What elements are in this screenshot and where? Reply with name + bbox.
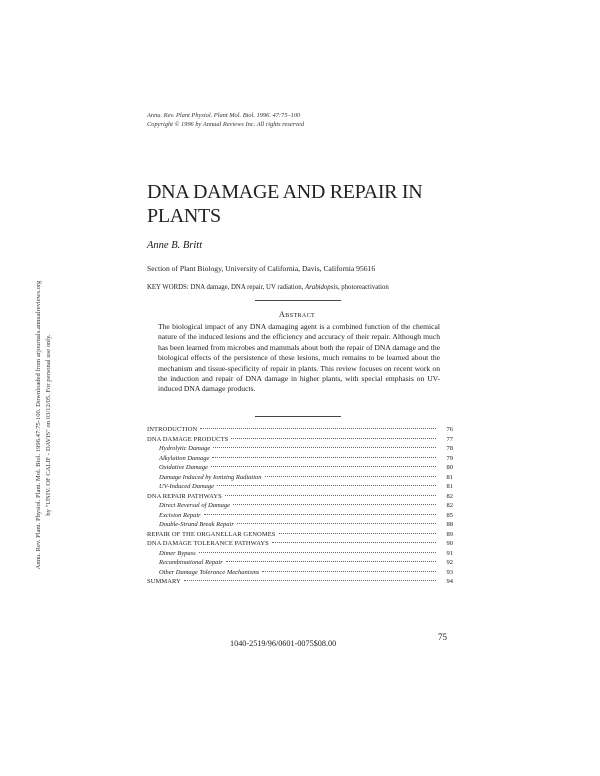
toc-entry [147, 482, 453, 492]
toc-leader-dots [225, 495, 436, 496]
toc-entry [147, 568, 453, 578]
toc-leader-dots [237, 523, 436, 524]
toc-leader-dots [272, 542, 436, 543]
keywords-text: DNA damage, DNA repair, UV radiation, [190, 284, 304, 291]
download-notice [34, 195, 53, 655]
toc-entry-label: SUMMARY [147, 578, 181, 585]
toc-entry-label: UV-Induced Damage [159, 483, 215, 490]
toc-entry-label: Dimer Bypass [159, 549, 196, 557]
toc-leader-dots [200, 428, 436, 429]
toc-entry [147, 539, 453, 549]
toc-entry-label: DNA DAMAGE PRODUCTS [147, 435, 229, 443]
toc-leader-dots [279, 533, 436, 534]
toc-leader-dots [199, 552, 436, 553]
toc-leader-dots [211, 466, 436, 467]
toc-entry [147, 444, 453, 454]
toc-entry-page: 78 [446, 445, 453, 452]
toc-entry-label: Excision Repair [159, 511, 201, 519]
keywords [147, 284, 389, 291]
toc-entry-page: 82 [446, 492, 453, 500]
toc-entry-page: 76 [446, 426, 453, 433]
toc-entry-page: 82 [446, 502, 453, 509]
toc-leader-dots [213, 447, 436, 448]
toc-entry-page: 81 [446, 483, 453, 490]
toc-entry-label: Double-Strand Break Repair [159, 521, 234, 528]
toc-entry [147, 425, 453, 435]
toc-entry [147, 511, 453, 521]
toc-entry [147, 473, 453, 483]
author-name: Anne B. Britt [147, 240, 203, 251]
toc-entry-page: 77 [446, 435, 453, 443]
toc-entry-label: Alkylation Damage [159, 454, 210, 462]
toc-leader-dots [184, 580, 436, 581]
table-of-contents [147, 425, 453, 587]
keywords-label: KEY WORDS: [147, 284, 189, 291]
toc-entry [147, 501, 453, 511]
toc-leader-dots [217, 485, 436, 486]
toc-entry-page: 94 [446, 578, 453, 585]
toc-entry-label: Recombinational Repair [159, 559, 223, 566]
download-notice-line1: Annu. Rev. Plant. Physiol. Plant. Mol. Biol. 1996.47:75-100. Downloaded from arjournals.annualreviews.org [35, 280, 42, 570]
toc-entry [147, 492, 453, 502]
toc-entry-label: DNA DAMAGE TOLERANCE PATHWAYS [147, 540, 269, 547]
toc-leader-dots [265, 476, 436, 477]
toc-entry-label: DNA REPAIR PATHWAYS [147, 492, 222, 500]
toc-entry [147, 558, 453, 568]
toc-entry-page: 90 [446, 540, 453, 547]
toc-entry-page: 93 [446, 568, 453, 576]
keywords-italic: Arabidopsis [305, 284, 338, 291]
toc-entry-label: REPAIR OF THE ORGANELLAR GENOMES [147, 530, 276, 538]
journal-citation [147, 111, 304, 129]
toc-entry [147, 530, 453, 540]
toc-entry-page: 91 [446, 549, 453, 557]
toc-entry [147, 454, 453, 464]
toc-entry-label: Hydrolytic Damage [159, 445, 211, 452]
toc-entry-label: Oxidative Damage [159, 464, 208, 471]
toc-entry-label: Damage Induced by Ionizing Radiation [159, 473, 262, 481]
toc-entry-page: 79 [446, 454, 453, 462]
toc-entry-label: INTRODUCTION [147, 426, 198, 433]
toc-entry-page: 89 [446, 530, 453, 538]
toc-entry-page: 88 [446, 521, 453, 528]
toc-entry-page: 92 [446, 559, 453, 566]
copyright-line: Copyright © 1996 by Annual Reviews Inc. All rights reserved [147, 121, 305, 128]
page-number: 75 [438, 632, 447, 642]
abstract-heading: Abstract [278, 310, 316, 319]
author-affiliation: Section of Plant Biology, University of California, Davis, California 95616 [147, 264, 376, 273]
abstract-body: The biological impact of any DNA damaging agent is a combined function of the chemical nature of the induced lesions and the efficiency and accuracy of their repair. Although much has been learned from microbes and mammals about both the repair of DNA damage and the biological effects of the persistence of these lesions, much remains to be learned about the mechanism and tissue-specificity of repair in plants. This review focuses on recent work on the induction and repair of DNA damage in higher plants, with special emphasis on UV-induced DNA damage products. [158, 322, 440, 394]
toc-entry-label: Other Damage Tolerance Mechanisms [159, 568, 260, 576]
toc-leader-dots [212, 457, 436, 458]
issn-price: 1040-2519/96/0601-0075$08.00 [230, 639, 337, 648]
toc-entry-page: 85 [446, 511, 453, 519]
toc-entry [147, 520, 453, 530]
toc-leader-dots [231, 438, 436, 439]
toc-entry-page: 81 [446, 473, 453, 481]
toc-entry-label: Direct Reversal of Damage [159, 502, 231, 509]
toc-entry [147, 549, 453, 559]
journal-citation-line: Annu. Rev. Plant Physiol. Plant Mol. Biol. 1996. 47:75–100 [147, 112, 301, 119]
abstract-top-rule [255, 300, 341, 301]
keywords-text-after: , photoreactivation [337, 284, 389, 291]
download-notice-line2: by "UNIV. OF CALIF - DAVIS" on 03/12/05. For personal use only. [44, 334, 52, 516]
toc-leader-dots [233, 504, 436, 505]
abstract-bottom-rule [255, 416, 341, 417]
article-title: DNA DAMAGE AND REPAIR IN PLANTS [147, 181, 423, 227]
toc-leader-dots [226, 561, 436, 562]
toc-leader-dots [204, 514, 436, 515]
toc-entry-page: 80 [446, 464, 453, 471]
toc-entry [147, 435, 453, 445]
toc-entry [147, 577, 453, 587]
toc-leader-dots [262, 571, 436, 572]
toc-entry [147, 463, 453, 473]
